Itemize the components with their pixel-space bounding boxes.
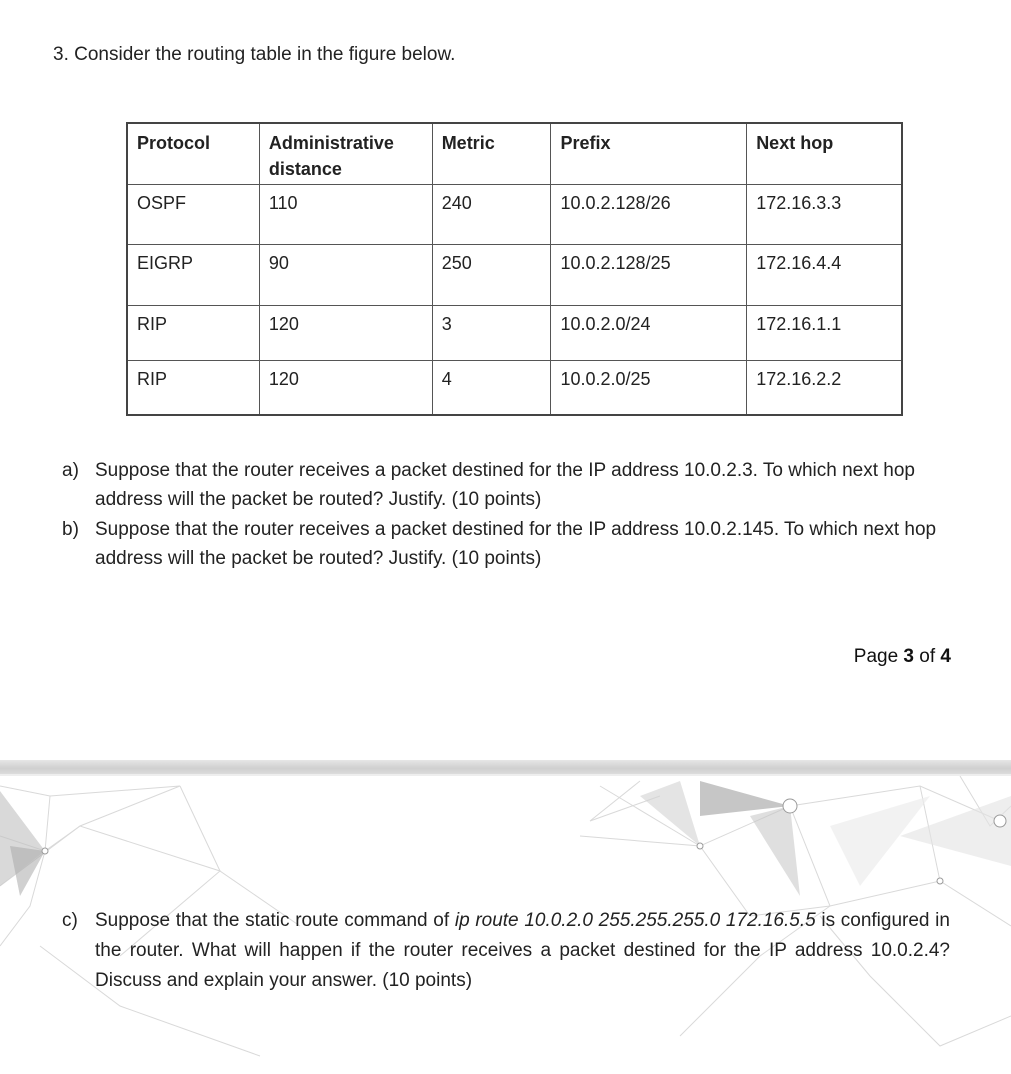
cell-metric: 240 <box>432 185 551 245</box>
part-c-before: Suppose that the static route command of <box>95 910 450 931</box>
cell-prefix: 10.0.2.0/25 <box>551 361 747 416</box>
cell-metric: 250 <box>432 245 551 306</box>
part-c-text <box>95 906 950 996</box>
part-c-label: c) <box>62 910 78 931</box>
question-title: 3. Consider the routing table in the figure below. <box>53 44 456 65</box>
part-a-label: a) <box>62 460 79 481</box>
cell-prefix: 10.0.2.128/26 <box>551 185 747 245</box>
page-number <box>854 646 951 668</box>
header-administrative-distance: Administrative distance <box>259 123 432 185</box>
cell-next-hop: 172.16.1.1 <box>747 306 902 361</box>
table-row <box>127 306 902 361</box>
cell-protocol: EIGRP <box>127 245 259 306</box>
header-metric: Metric <box>432 123 551 185</box>
question-part-a <box>62 456 962 514</box>
page-label: Page <box>853 646 899 667</box>
cell-admin-distance: 90 <box>259 245 432 306</box>
page-separator <box>0 760 1011 774</box>
cell-prefix: 10.0.2.128/25 <box>551 245 747 306</box>
cell-metric: 4 <box>432 361 551 416</box>
cell-prefix: 10.0.2.0/24 <box>551 306 747 361</box>
cell-next-hop: 172.16.4.4 <box>747 245 902 306</box>
part-c-command: ip route 10.0.2.0 255.255.255.0 172.16.5.5 <box>454 910 816 931</box>
table-row <box>127 185 902 245</box>
routing-table <box>126 122 903 416</box>
table-row <box>127 361 902 416</box>
cell-protocol: RIP <box>127 306 259 361</box>
page-current: 3 <box>903 646 914 667</box>
header-protocol: Protocol <box>127 123 259 185</box>
part-b-text: Suppose that the router receives a packet destined for the IP address 10.0.2.145. To which next hop address will the packet be routed? Justify. (10 points) <box>95 519 937 569</box>
cell-admin-distance: 110 <box>259 185 432 245</box>
cell-protocol: OSPF <box>127 185 259 245</box>
cell-metric: 3 <box>432 306 551 361</box>
question-part-c <box>62 906 950 996</box>
cell-protocol: RIP <box>127 361 259 416</box>
page-total: 4 <box>940 646 951 667</box>
question-part-b <box>62 515 962 573</box>
cell-admin-distance: 120 <box>259 306 432 361</box>
page-of-label: of <box>919 646 936 667</box>
cell-admin-distance: 120 <box>259 361 432 416</box>
header-prefix: Prefix <box>551 123 747 185</box>
part-c-after: is configured in the router. What will happen if the router receives a packet destined for the IP address 10.0.2.4? Discuss and explain your answer. (10 points) <box>95 910 950 991</box>
part-b-label: b) <box>62 519 79 540</box>
table-header-row <box>127 123 902 185</box>
header-next-hop: Next hop <box>747 123 902 185</box>
part-a-text: Suppose that the router receives a packet destined for the IP address 10.0.2.3. To which next hop address will the packet be routed? Justify. (10 points) <box>95 460 915 510</box>
table-row <box>127 245 902 306</box>
cell-next-hop: 172.16.3.3 <box>747 185 902 245</box>
cell-next-hop: 172.16.2.2 <box>747 361 902 416</box>
